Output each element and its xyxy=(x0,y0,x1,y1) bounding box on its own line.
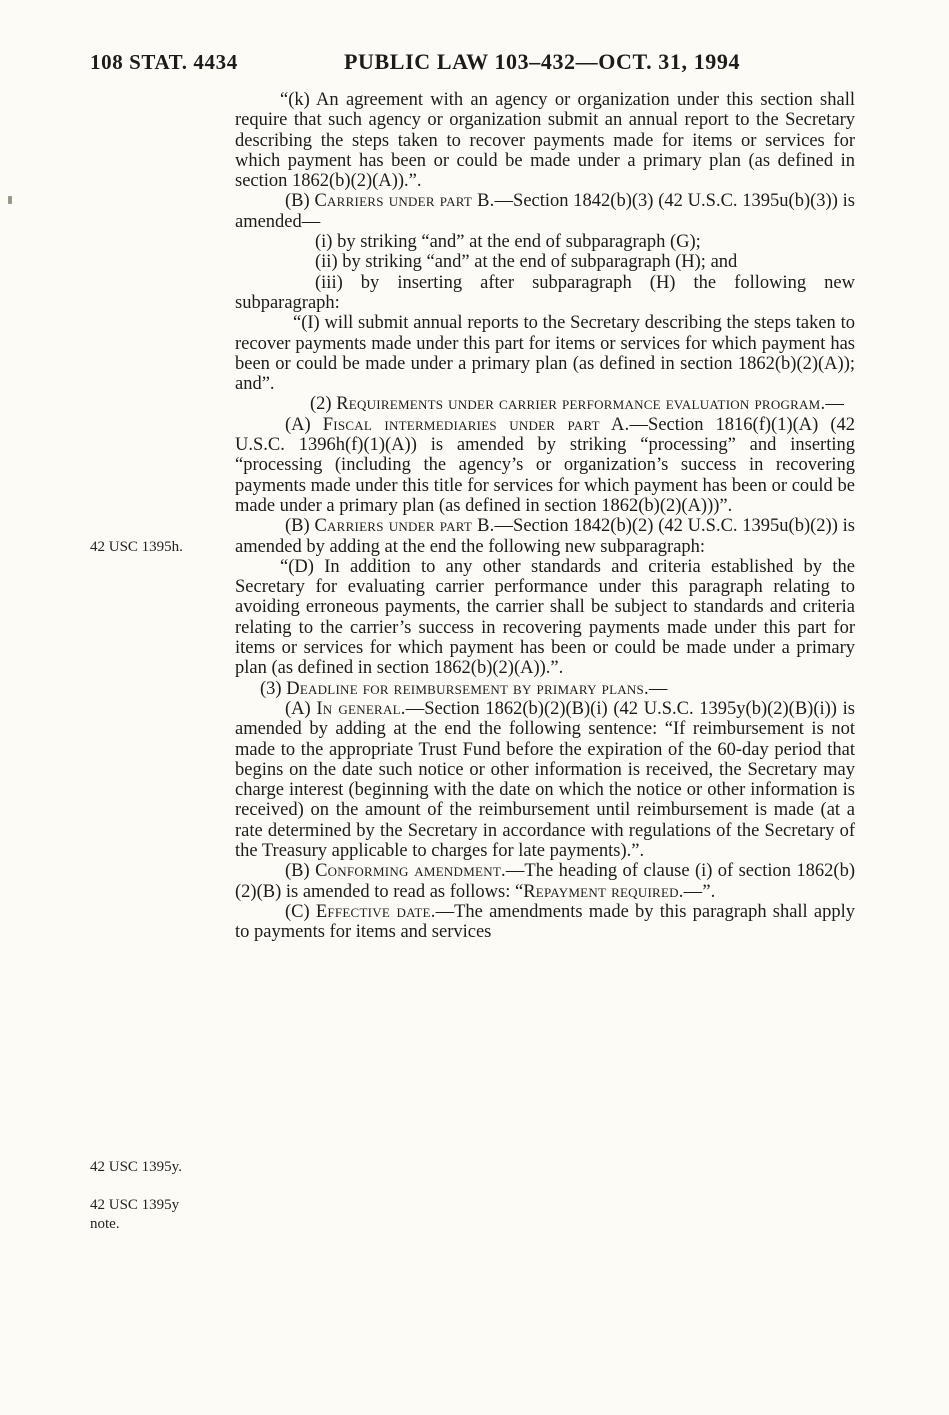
clause-label: (2) xyxy=(310,394,337,415)
clause-text: —Section 1862(b)(2)(B)(i) (42 U.S.C. 1395y(b)(2)(B)(i)) is amended by adding at the end the following sentence: “If reimbursement is not made to the appropriate Trust Fund before the expiration of the 60-day period that begins on the date such notice or other information is received, the Secretary may charge interest (beginning with the date on which the notice or other information is received) on the amount of the reimbursement until reimbursement is made (at a rate determined by the Secretary in accordance with regulations of the Secretary of the Treasury applicable to charges for late payments).”. xyxy=(235,698,855,861)
clause-text: —Section 1842(b)(2) (42 U.S.C. 1395u(b)(2)) is amended by adding at the end the following new subparagraph: xyxy=(235,516,855,557)
statute-paragraph-fiscal-intermediaries xyxy=(235,415,855,516)
clause-text: —Section 1842(b)(3) (42 U.S.C. 1395u(b)(3)) is amended— xyxy=(235,191,855,232)
clause-text: ”. xyxy=(702,881,716,902)
statute-text-column xyxy=(235,90,855,942)
statute-paragraph-conforming-amendment xyxy=(235,861,855,902)
smallcaps-heading: Fiscal intermediaries under part A. xyxy=(322,414,630,435)
statute-paragraph-requirements xyxy=(235,394,855,414)
smallcaps-heading: Carriers under part B. xyxy=(314,191,495,212)
smallcaps-heading: Effective date. xyxy=(315,901,436,922)
clause-label: (3) xyxy=(260,678,287,699)
smallcaps-inline: Repayment required.— xyxy=(523,881,703,902)
margin-note-usc-1395h: 42 USC 1395h. xyxy=(90,539,183,555)
margin-note-usc-1395y-note: 42 USC 1395y note. xyxy=(90,1197,180,1232)
smallcaps-heading: Requirements under carrier performance evaluation program.— xyxy=(336,394,845,415)
clause-text: —Section 1816(f)(1)(A) (42 U.S.C. 1396h(f)(1)(A)) is amended by striking “processing” and inserting “processing (including the agency’s or organization’s success in recovering payments made under this title for services for which payment has been or could be made under a primary plan (as defined in section 1862(b)(2)(A)))”. xyxy=(235,414,855,516)
clause-text: —The heading of clause (i) of section 1862(b)(2)(B) is amended to read as follows: “ xyxy=(235,861,855,902)
smallcaps-heading: Conforming amendment. xyxy=(315,861,506,882)
clause-label: (C) xyxy=(285,901,316,922)
scan-artifact xyxy=(8,196,12,204)
statute-paragraph-deadline xyxy=(235,679,855,699)
statute-paragraph-in-general xyxy=(235,699,855,861)
clause-label: (B) xyxy=(285,191,315,212)
stat-page-number: 108 STAT. 4434 xyxy=(90,50,238,74)
smallcaps-heading: In general. xyxy=(316,698,406,719)
statute-clause-iii: (iii) by inserting after subparagraph (H) the following new subparagraph: xyxy=(235,272,855,313)
clause-label: (A) xyxy=(285,698,317,719)
smallcaps-heading: Deadline for reimbursement by primary plans.— xyxy=(286,678,668,699)
statute-paragraph-k: “(k) An agreement with an agency or organization under this section shall require that such agency or organization submit an annual report to the Secretary describing the steps taken to recover payments made for items or services for which payment has been or could be made under a primary plan (as defined in section 1862(b)(2)(A)).”. xyxy=(235,90,855,192)
clause-label: (B) xyxy=(285,861,316,882)
clause-label: (B) xyxy=(285,516,315,537)
smallcaps-heading: Carriers under part B. xyxy=(314,516,495,537)
clause-label: (A) xyxy=(285,414,323,435)
statute-clause-i: (i) by striking “and” at the end of subparagraph (G); xyxy=(315,232,701,253)
margin-note-usc-1395y: 42 USC 1395y. xyxy=(90,1159,182,1175)
statute-paragraph-carriers-b2 xyxy=(235,516,855,557)
statute-paragraph-carriers-b3 xyxy=(235,191,855,232)
statute-clause-ii: (ii) by striking “and” at the end of subparagraph (H); and xyxy=(315,252,738,273)
public-law-header: PUBLIC LAW 103–432—OCT. 31, 1994 xyxy=(344,49,741,74)
statute-paragraph-D: “(D) In addition to any other standards and criteria established by the Secretary for evaluating carrier performance under this paragraph relating to avoiding erroneous payments, the carrier shall be subject to standards and criteria relating to the carrier’s success in recovering payments made under this part for items or services for which payment has been or could be made under a primary plan (as defined in section 1862(b)(2)(A)).”. xyxy=(235,556,855,679)
statute-paragraph-I: “(I) will submit annual reports to the Secretary describing the steps taken to recover payments made under this part for items or services for which payment has been or could be made under a primary plan (as defined in section 1862(b)(2)(A)); and”. xyxy=(235,313,855,395)
clause-text: —The amendments made by this paragraph shall apply to payments for items and services xyxy=(235,901,855,943)
statute-paragraph-effective-date xyxy=(235,902,855,943)
